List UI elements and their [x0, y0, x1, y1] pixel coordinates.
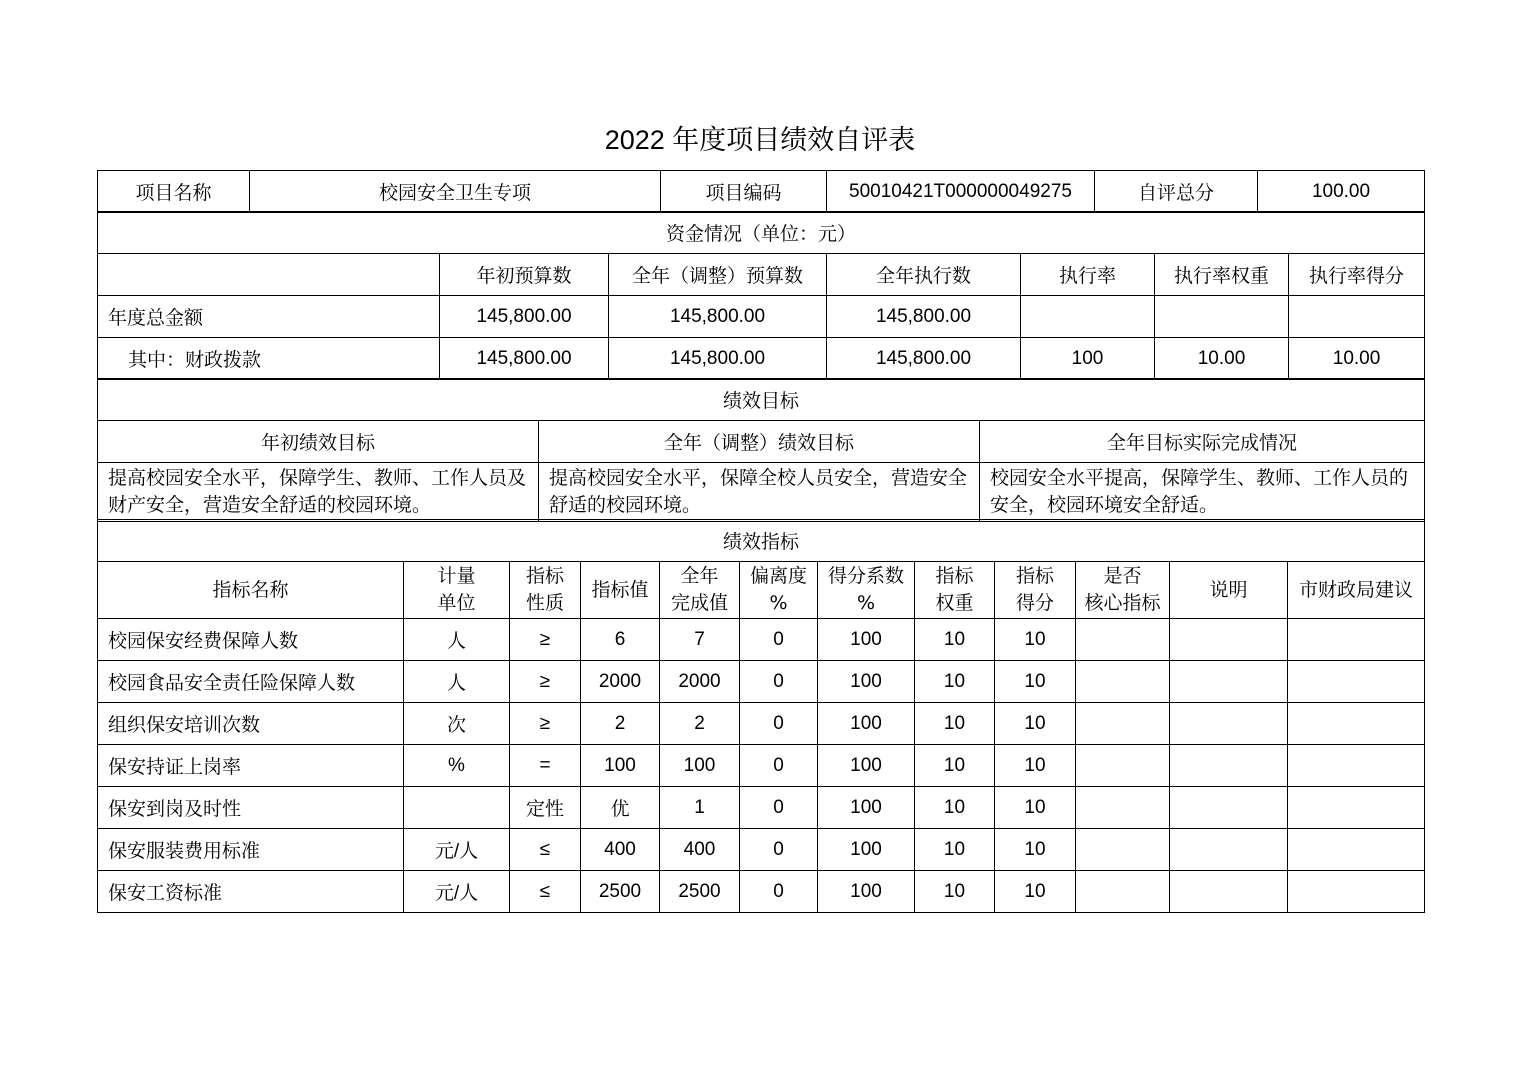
ind-col-header: 全年 完成值	[660, 562, 740, 619]
indicator-cell: 10	[915, 703, 995, 745]
ind-col-header: 指标 权重	[915, 562, 995, 619]
funds-col-header: 执行率	[1021, 254, 1155, 296]
indicator-cell: 100	[660, 745, 740, 787]
ind-col-header: 指标名称	[98, 562, 404, 619]
funds-cell: 145,800.00	[609, 296, 827, 338]
indicators-header-row	[98, 562, 1425, 619]
indicator-cell: 10	[995, 661, 1076, 703]
table-row	[98, 703, 1425, 745]
goal-adjusted: 提高校园安全水平，保障全校人员安全，营造安全舒适的校园环境。	[539, 463, 980, 522]
goals-col-header: 全年目标实际完成情况	[980, 421, 1425, 463]
indicator-name: 保安持证上岗率	[98, 745, 404, 787]
indicator-cell: 1	[660, 787, 740, 829]
indicator-cell	[1170, 619, 1288, 661]
indicator-cell: 100	[818, 703, 915, 745]
indicator-cell: 2000	[581, 661, 660, 703]
table-row	[98, 787, 1425, 829]
indicator-cell: 10	[915, 619, 995, 661]
funds-header-row	[98, 254, 1425, 296]
indicator-cell: 人	[404, 661, 510, 703]
project-name-value: 校园安全卫生专项	[250, 171, 661, 213]
indicator-cell	[1170, 871, 1288, 913]
indicator-cell: 2500	[581, 871, 660, 913]
goals-table	[97, 378, 1425, 522]
indicators-body	[98, 619, 1425, 913]
indicator-name: 保安服装费用标准	[98, 829, 404, 871]
indicator-cell	[1288, 745, 1425, 787]
indicator-cell: 0	[740, 703, 818, 745]
table-row	[98, 745, 1425, 787]
goal-initial: 提高校园安全水平，保障学生、教师、工作人员及财产安全，营造安全舒适的校园环境。	[98, 463, 539, 522]
score-value: 100.00	[1258, 171, 1425, 213]
funds-cell	[1155, 296, 1289, 338]
goals-col-header: 年初绩效目标	[98, 421, 539, 463]
indicator-cell	[404, 787, 510, 829]
page-title: 2022 年度项目绩效自评表	[604, 125, 916, 155]
ind-col-header: 指标 得分	[995, 562, 1076, 619]
indicator-cell: 元/人	[404, 871, 510, 913]
indicator-cell	[1076, 787, 1170, 829]
indicator-cell: 元/人	[404, 829, 510, 871]
indicator-cell: 100	[818, 787, 915, 829]
indicator-cell: =	[510, 745, 581, 787]
table-row	[98, 661, 1425, 703]
indicator-cell: 2	[581, 703, 660, 745]
indicator-cell	[1076, 871, 1170, 913]
indicator-cell: 0	[740, 661, 818, 703]
indicator-cell: ≥	[510, 619, 581, 661]
indicators-section-label: 绩效指标	[98, 520, 1425, 562]
funds-cell: 100	[1021, 338, 1155, 380]
indicator-cell	[1170, 829, 1288, 871]
indicator-cell: 100	[818, 829, 915, 871]
funds-cell: 145,800.00	[440, 338, 609, 380]
ind-col-header: 得分系数 %	[818, 562, 915, 619]
indicator-cell: 人	[404, 619, 510, 661]
indicator-cell: ≥	[510, 661, 581, 703]
indicator-cell: 6	[581, 619, 660, 661]
indicator-cell: 0	[740, 745, 818, 787]
indicator-cell: ≤	[510, 829, 581, 871]
funds-col-header: 全年执行数	[827, 254, 1021, 296]
indicator-name: 校园保安经费保障人数	[98, 619, 404, 661]
project-code-value: 50010421T000000049275	[827, 171, 1095, 213]
indicator-cell: 0	[740, 829, 818, 871]
indicator-cell	[1170, 745, 1288, 787]
indicator-cell: 2500	[660, 871, 740, 913]
ind-col-header: 偏离度 %	[740, 562, 818, 619]
funds-table	[97, 211, 1425, 380]
ind-col-header: 是否 核心指标	[1076, 562, 1170, 619]
indicator-cell: 100	[818, 871, 915, 913]
table-row	[98, 829, 1425, 871]
goals-values-row	[98, 463, 1425, 522]
indicator-cell	[1076, 661, 1170, 703]
indicator-cell: 0	[740, 787, 818, 829]
table-row	[98, 619, 1425, 661]
indicator-cell: 10	[995, 703, 1076, 745]
funds-cell	[1021, 296, 1155, 338]
ind-col-header: 计量 单位	[404, 562, 510, 619]
funds-cell: 145,800.00	[827, 296, 1021, 338]
indicator-cell	[1076, 619, 1170, 661]
score-label: 自评总分	[1095, 171, 1258, 213]
indicator-cell: 100	[818, 661, 915, 703]
indicator-cell: ≤	[510, 871, 581, 913]
indicator-name: 保安工资标准	[98, 871, 404, 913]
funds-cell: 145,800.00	[609, 338, 827, 380]
indicator-cell: 10	[915, 661, 995, 703]
indicator-cell: 2000	[660, 661, 740, 703]
funds-row-fiscal	[98, 338, 1425, 380]
indicator-cell: 10	[915, 787, 995, 829]
indicators-table	[97, 519, 1425, 913]
indicator-cell	[1288, 661, 1425, 703]
indicator-cell: 10	[995, 829, 1076, 871]
indicator-cell: 10	[995, 787, 1076, 829]
indicator-cell: 定性	[510, 787, 581, 829]
ind-col-header: 指标 性质	[510, 562, 581, 619]
indicator-cell: 7	[660, 619, 740, 661]
indicator-cell: 10	[995, 871, 1076, 913]
indicator-name: 保安到岗及时性	[98, 787, 404, 829]
funds-col-header: 执行率权重	[1155, 254, 1289, 296]
ind-col-header: 市财政局建议	[1288, 562, 1425, 619]
goals-header-row	[98, 421, 1425, 463]
funds-row-label: 年度总金额	[98, 296, 440, 338]
indicator-cell: 10	[995, 745, 1076, 787]
funds-col-header: 执行率得分	[1289, 254, 1425, 296]
indicator-cell: 10	[915, 871, 995, 913]
indicator-cell: 400	[581, 829, 660, 871]
indicator-cell: %	[404, 745, 510, 787]
indicator-cell: 优	[581, 787, 660, 829]
indicator-cell: 0	[740, 619, 818, 661]
indicator-cell: 100	[818, 745, 915, 787]
funds-cell: 10.00	[1155, 338, 1289, 380]
funds-row-label: 其中：财政拨款	[98, 338, 440, 380]
funds-cell	[1289, 296, 1425, 338]
funds-col-header: 年初预算数	[440, 254, 609, 296]
goals-section-label: 绩效目标	[98, 379, 1425, 421]
ind-col-header: 指标值	[581, 562, 660, 619]
indicator-cell: 0	[740, 871, 818, 913]
indicator-cell: 100	[818, 619, 915, 661]
indicator-cell	[1076, 745, 1170, 787]
project-code-label: 项目编码	[661, 171, 827, 213]
indicator-cell: 400	[660, 829, 740, 871]
indicator-cell	[1170, 661, 1288, 703]
goal-actual: 校园安全水平提高，保障学生、教师、工作人员的安全，校园环境安全舒适。	[980, 463, 1425, 522]
funds-section-label: 资金情况（单位：元）	[98, 212, 1425, 254]
ind-col-header: 说明	[1170, 562, 1288, 619]
indicator-cell	[1076, 829, 1170, 871]
indicator-cell	[1076, 703, 1170, 745]
project-header-table	[97, 170, 1425, 213]
funds-cell: 145,800.00	[440, 296, 609, 338]
indicator-cell: 次	[404, 703, 510, 745]
indicator-cell	[1288, 619, 1425, 661]
project-name-label: 项目名称	[98, 171, 250, 213]
indicator-cell: ≥	[510, 703, 581, 745]
indicator-cell: 100	[581, 745, 660, 787]
funds-col-header: 全年（调整）预算数	[609, 254, 827, 296]
funds-row-total	[98, 296, 1425, 338]
indicator-cell	[1288, 703, 1425, 745]
table-row	[98, 871, 1425, 913]
indicator-cell	[1288, 829, 1425, 871]
funds-cell: 10.00	[1289, 338, 1425, 380]
indicator-cell: 10	[915, 829, 995, 871]
indicator-cell: 2	[660, 703, 740, 745]
indicator-cell: 10	[915, 745, 995, 787]
indicator-cell	[1170, 703, 1288, 745]
indicator-cell	[1170, 787, 1288, 829]
indicator-name: 组织保安培训次数	[98, 703, 404, 745]
indicator-cell	[1288, 871, 1425, 913]
funds-col-header	[98, 254, 440, 296]
indicator-cell	[1288, 787, 1425, 829]
indicator-name: 校园食品安全责任险保障人数	[98, 661, 404, 703]
goals-col-header: 全年（调整）绩效目标	[539, 421, 980, 463]
funds-cell: 145,800.00	[827, 338, 1021, 380]
indicator-cell: 10	[995, 619, 1076, 661]
